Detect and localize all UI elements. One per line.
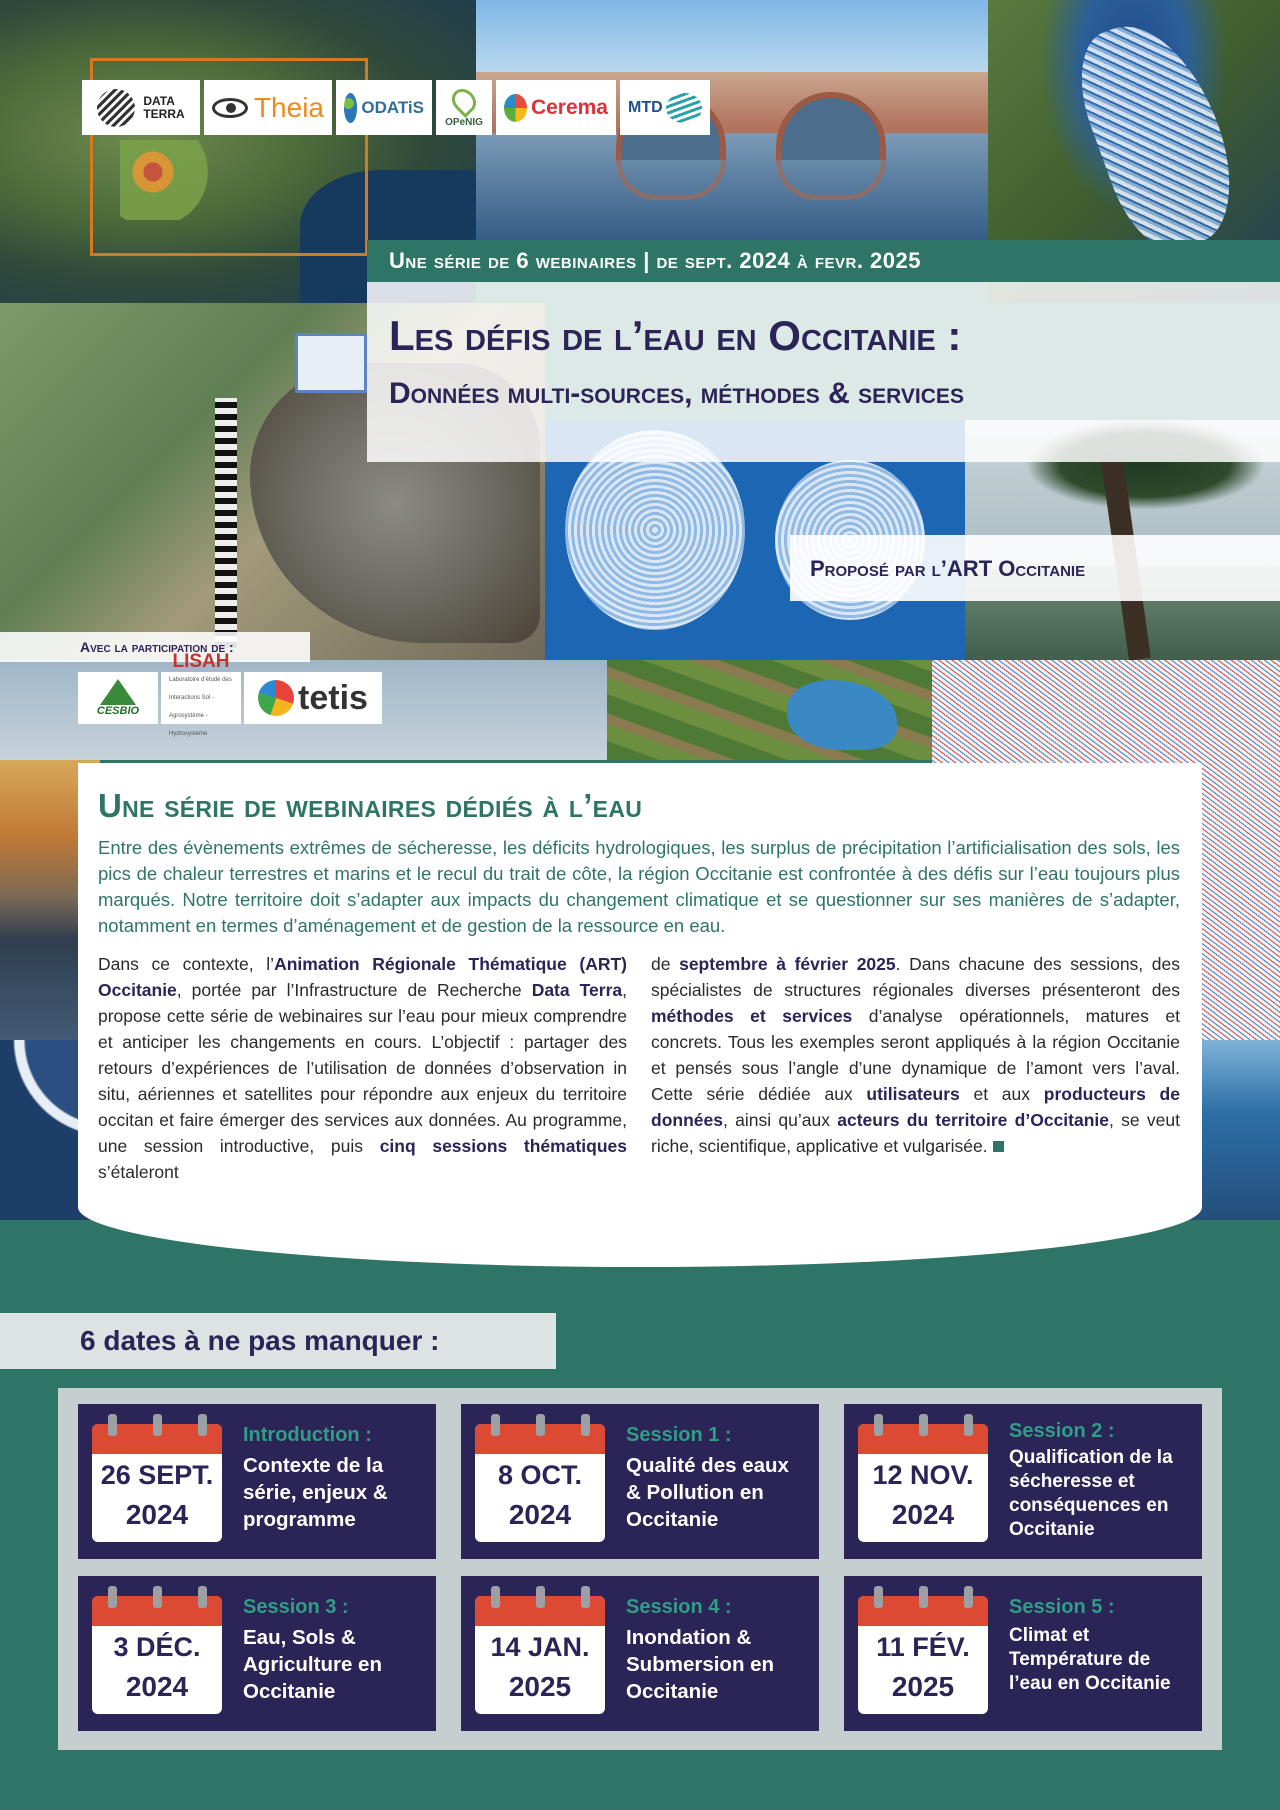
pinwheel-icon: [504, 94, 527, 122]
intro-card: [78, 763, 1202, 1267]
logo-lisah: LISAH Laboratoire d'étude des Interactions Sol - Agrosystème - Hydrosystème: [161, 672, 241, 724]
logo-cesbio: CESBIO: [78, 672, 158, 724]
session-day: 14 JAN.: [490, 1632, 590, 1662]
page-subtitle: Données multi-sources, méthodes & services: [389, 377, 964, 410]
logo-openig: OPeNIG: [436, 80, 492, 135]
session-day: 12 NOV.: [872, 1460, 974, 1490]
session-day: 3 DÉC.: [113, 1632, 201, 1662]
fields-aerial-image: [607, 660, 932, 760]
session-title: Climat et Température de l’eau en Occitanie: [1009, 1625, 1171, 1694]
data-terra-icon: [97, 89, 135, 127]
session-card: [78, 1404, 436, 1559]
session-title: Eau, Sols & Agriculture en Occitanie: [243, 1626, 382, 1703]
session-year: 2024: [125, 1499, 189, 1530]
waves-icon: [666, 93, 702, 123]
session-label: Session 5 :: [1009, 1596, 1115, 1618]
globe-icon: [344, 93, 357, 123]
title-panel: [367, 282, 1280, 462]
session-year: 2025: [891, 1671, 955, 1702]
calendar-icon: [858, 1596, 988, 1714]
calendar-icon: [92, 1596, 222, 1714]
logo-mtd: MTD: [620, 80, 710, 135]
session-label: Session 3 :: [243, 1596, 349, 1618]
map-pin-icon: [447, 84, 481, 118]
page-title: Les défis de l’eau en Occitanie :: [389, 312, 962, 359]
dates-panel: [58, 1388, 1222, 1750]
tetis-icon: [258, 680, 294, 716]
sessions-grid: [78, 1404, 1202, 1731]
series-strip: Une série de 6 webinaires | de sept. 2024 à fevr. 2025: [367, 240, 1280, 282]
calendar-icon: [475, 1596, 605, 1714]
session-label: Session 4 :: [626, 1596, 732, 1618]
session-title: Inondation & Submersion en Occitanie: [626, 1626, 775, 1703]
session-card: [461, 1576, 819, 1731]
session-title: Qualité des eaux & Pollution en Occitanie: [626, 1454, 789, 1531]
intro-title: Une série de webinaires dédiés à l’eau: [98, 787, 643, 824]
session-label: Session 2 :: [1009, 1420, 1115, 1442]
water-gauge: [215, 398, 237, 648]
triangle-icon: [100, 679, 136, 705]
session-title: Qualification de la sécheresse et conséquences en Occitanie: [1009, 1447, 1173, 1540]
logo-theia: Theia: [204, 80, 332, 135]
session-day: 26 SEPT.: [100, 1460, 214, 1490]
session-year: 2024: [891, 1499, 955, 1530]
logo-cerema: Cerema: [496, 80, 616, 135]
dates-heading: 6 dates à ne pas manquer :: [0, 1313, 556, 1369]
intro-lead: Entre des évènements extrêmes de sécheresse, les déficits hydrologiques, les surplus de précipitation l’artificialisation des sols, les pics de chaleur terrestres et marins et le recul du trait de côte, la région Occitanie est confrontée à des défis sur l’eau toujours plus marqués. Notre territoire doit s’adapter aux impacts du changement climatique et se questionner sur ses manières de s’adapter, notamment en termes d’aménagement et de gestion de la ressource en eau.: [98, 837, 1180, 936]
session-label: Introduction :: [243, 1424, 372, 1446]
session-card: [844, 1576, 1202, 1731]
session-title: Contexte de la série, enjeux & programme: [243, 1454, 388, 1531]
logo-tetis: tetis: [244, 672, 382, 724]
end-square-icon: [993, 1141, 1004, 1152]
session-card: [461, 1404, 819, 1559]
session-card: [78, 1576, 436, 1731]
participation-label: Avec la participation de :: [0, 632, 310, 662]
eye-icon: [212, 98, 248, 118]
intro-column-left: Dans ce contexte, l’Animation Régionale Thématique (ART) Occitanie, portée par l’Infrastructure de Recherche Data Terra, propose cette série de webinaires sur l’eau pour mieux comprendre et anticiper les changements en cours. L’objectif : partager des retours d’expériences de l’utilisation de données d’observation in situ, aériennes et satellites pour répondre aux enjeux du territoire occitan et faire émerger des services aux données. Au programme, une session introductive, puis cinq sessions thématiques s’étaleront: [98, 954, 627, 1182]
session-label: Session 1 :: [626, 1424, 732, 1446]
intro-columns: [98, 951, 1180, 1185]
session-day: 8 OCT.: [497, 1460, 583, 1490]
calendar-icon: [475, 1424, 605, 1542]
session-card: [844, 1404, 1202, 1559]
session-year: 2024: [508, 1499, 572, 1530]
calendar-icon: [92, 1424, 222, 1542]
participant-logos: [78, 651, 382, 737]
partner-logos: [82, 80, 710, 135]
logo-odatis: ODATiS: [336, 80, 432, 135]
session-day: 11 FÉV.: [876, 1632, 970, 1662]
calendar-icon: [858, 1424, 988, 1542]
session-year: 2025: [508, 1671, 572, 1702]
intro-column-right: de septembre à février 2025. Dans chacune des sessions, des spécialistes de structures régionales diverses présenteront des méthodes et services d’analyse opérationnels, matures et concrets. Tous les exemples seront appliqués à la région Occitanie et pensés sous l’angle d’une dynamique de l’amont vers l’aval. Cette série dédiée aux utilisateurs et aux producteurs de données, ainsi qu’aux acteurs du territoire d’Occitanie, se veut riche, scientifique, applicative et vulgarisée.: [651, 954, 1180, 1156]
session-year: 2024: [125, 1671, 189, 1702]
logo-data-terra: DATA TERRA: [82, 80, 200, 135]
proposed-by-banner: Proposé par l’ART Occitanie: [790, 535, 1280, 601]
